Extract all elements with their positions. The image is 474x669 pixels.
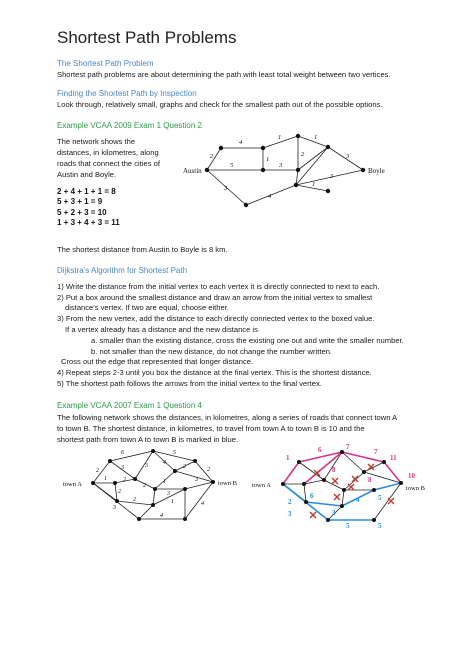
- vertex-label-austin: Austin: [183, 167, 202, 175]
- pink-distance: 6: [318, 446, 322, 454]
- blue-distance: 5: [346, 522, 350, 530]
- edge-weight: 2: [118, 489, 121, 495]
- section-heading-dijkstra: Dijkstra's Algorithm for Shortest Path: [57, 266, 188, 275]
- blue-distance: 2: [288, 498, 292, 506]
- edge-weight: 3: [145, 463, 148, 469]
- pink-distance: 1: [286, 454, 290, 462]
- vertex-label-town-a: town A: [252, 482, 271, 489]
- dijkstra-step-2-cont: distance's vertex. If two are equal, choose either.: [65, 303, 229, 312]
- edge-weight: 2: [183, 464, 186, 470]
- dijkstra-step-2: 2) Put a box around the smallest distance and draw an arrow from the initial vertex to smallest: [57, 293, 373, 302]
- example-intro: [57, 136, 160, 180]
- pink-distance: 10: [408, 472, 415, 480]
- blue-distance: 3: [332, 509, 336, 517]
- edge-weight: 1: [314, 134, 318, 141]
- edge-weight: 6: [121, 450, 124, 456]
- edge-weight: 1: [278, 134, 282, 141]
- dijkstra-step-3-condition: If a vertex already has a distance and the new distance is: [65, 325, 258, 334]
- example2-text-line: The following network shows the distances, in kilometres, along a series of roads that connect town A: [57, 413, 398, 422]
- edge-weight: 2: [123, 477, 126, 483]
- pink-distance: 7: [346, 443, 350, 451]
- dijkstra-step-3-cross: Cross out the edge that represented that longer distance.: [61, 357, 254, 366]
- edge-weight: 3: [224, 185, 228, 192]
- blue-distance: 3: [288, 510, 292, 518]
- pink-distance: 8: [368, 476, 372, 484]
- edge-weight: 3: [346, 153, 350, 160]
- edge-weight: 5: [230, 162, 234, 169]
- pink-distance: 7: [374, 448, 378, 456]
- pink-distance: 11: [390, 454, 397, 462]
- example-intro-line: distances, in kilometres, along: [57, 148, 159, 157]
- edge-weight: 4: [201, 501, 204, 507]
- example-intro-line: Austin and Boyle.: [57, 170, 117, 179]
- edge-weight: 1: [266, 156, 270, 163]
- dijkstra-step-1: 1) Write the distance from the initial vertex to each vertex it is directly connected to next to each.: [57, 282, 380, 291]
- edge-weight: 2: [301, 151, 305, 158]
- austin-boyle-network: [180, 126, 410, 226]
- example-heading-2009: Example VCAA 2009 Exam 1 Question 2: [57, 121, 202, 130]
- edge-weight: 3: [113, 505, 116, 511]
- dijkstra-step-3b: b. not smaller than the new distance, do not change the number written.: [91, 347, 333, 356]
- blue-distance: 4: [356, 496, 360, 504]
- edge-weight: 3: [330, 173, 334, 180]
- blue-distance: 6: [310, 492, 314, 500]
- section-heading-shortest-path-problem: The Shortest Path Problem: [57, 59, 154, 68]
- town-network-plain: [55, 445, 270, 530]
- section-text-inspection: Look through, relatively small, graphs and check for the smallest path out of the possible options.: [57, 100, 383, 109]
- example-intro-line: The network shows the: [57, 137, 136, 146]
- dijkstra-step-4: 4) Repeat steps 2-3 until you box the distance at the final vertex. This is the shortest distance.: [57, 368, 372, 377]
- edge-weight: 2: [207, 467, 210, 473]
- edge-weight: 3: [121, 465, 124, 471]
- edge-weight: 2: [210, 153, 214, 160]
- example-heading-2007: Example VCAA 2007 Exam 1 Question 4: [57, 401, 202, 410]
- dijkstra-step-3: 3) From the new vertex, add the distance to each directly connected vertex to the boxed value.: [57, 314, 375, 323]
- vertex-label-boyle: Boyle: [368, 167, 385, 175]
- dijkstra-step-3a: a. smaller than the existing distance, cross the existing one out and write the smaller number.: [91, 336, 404, 345]
- example-intro-line: roads that connect the cities of: [57, 159, 160, 168]
- example2-text-line: shortest path from town A to town B is marked in blue.: [57, 435, 239, 444]
- pink-distance: 8: [332, 466, 336, 474]
- dijkstra-step-5: 5) The shortest path follows the arrows from the initial vertex to the final vertex.: [57, 379, 322, 388]
- page-title: Shortest Path Problems: [57, 28, 237, 47]
- edge-weight: 3: [167, 491, 170, 497]
- blue-distance: 5: [378, 494, 382, 502]
- edge-weight: 3: [195, 477, 198, 483]
- section-heading-inspection: Finding the Shortest Path by Inspection: [57, 89, 197, 98]
- edge-weight: 1: [171, 499, 174, 505]
- vertex-label-town-a: town A: [63, 481, 82, 488]
- vertex-label-town-b: town B: [406, 485, 425, 492]
- vertex-label-town-b: town B: [218, 480, 237, 487]
- example2-text-line: to town B. The shortest distance, in kilometres, to travel from town A to town B is 10 and the: [57, 424, 365, 433]
- edge-weight: 4: [268, 193, 272, 200]
- section-text-shortest-path-problem: Shortest path problems are about determining the path with least total weight between two vertices.: [57, 70, 391, 79]
- path-sum: 2 + 4 + 1 + 1 = 8: [57, 187, 116, 196]
- edge-weight: 5: [173, 450, 176, 456]
- edge-weight: 4: [239, 139, 243, 146]
- edge-weight: 4: [163, 460, 166, 466]
- example-conclusion: The shortest distance from Austin to Boyle is 8 km.: [57, 245, 228, 254]
- edge-weight: 1: [163, 479, 166, 485]
- path-sum: 5 + 3 + 1 = 9: [57, 197, 103, 207]
- edge-weight: 1: [104, 476, 107, 482]
- edge-weight: 3: [279, 162, 283, 169]
- edge-weight: 4: [160, 513, 163, 519]
- edge-weight: 2: [143, 483, 146, 489]
- path-sum: 1 + 3 + 4 + 3 = 11: [57, 218, 120, 228]
- edge-weight: 2: [133, 497, 136, 503]
- path-sum: 5 + 2 + 3 = 10: [57, 207, 107, 217]
- path-sums: [57, 187, 120, 229]
- town-network-annotated: [248, 440, 460, 532]
- edge-weight: 2: [96, 468, 99, 474]
- edge-weight: 1: [312, 181, 316, 188]
- blue-distance: 5: [378, 522, 382, 530]
